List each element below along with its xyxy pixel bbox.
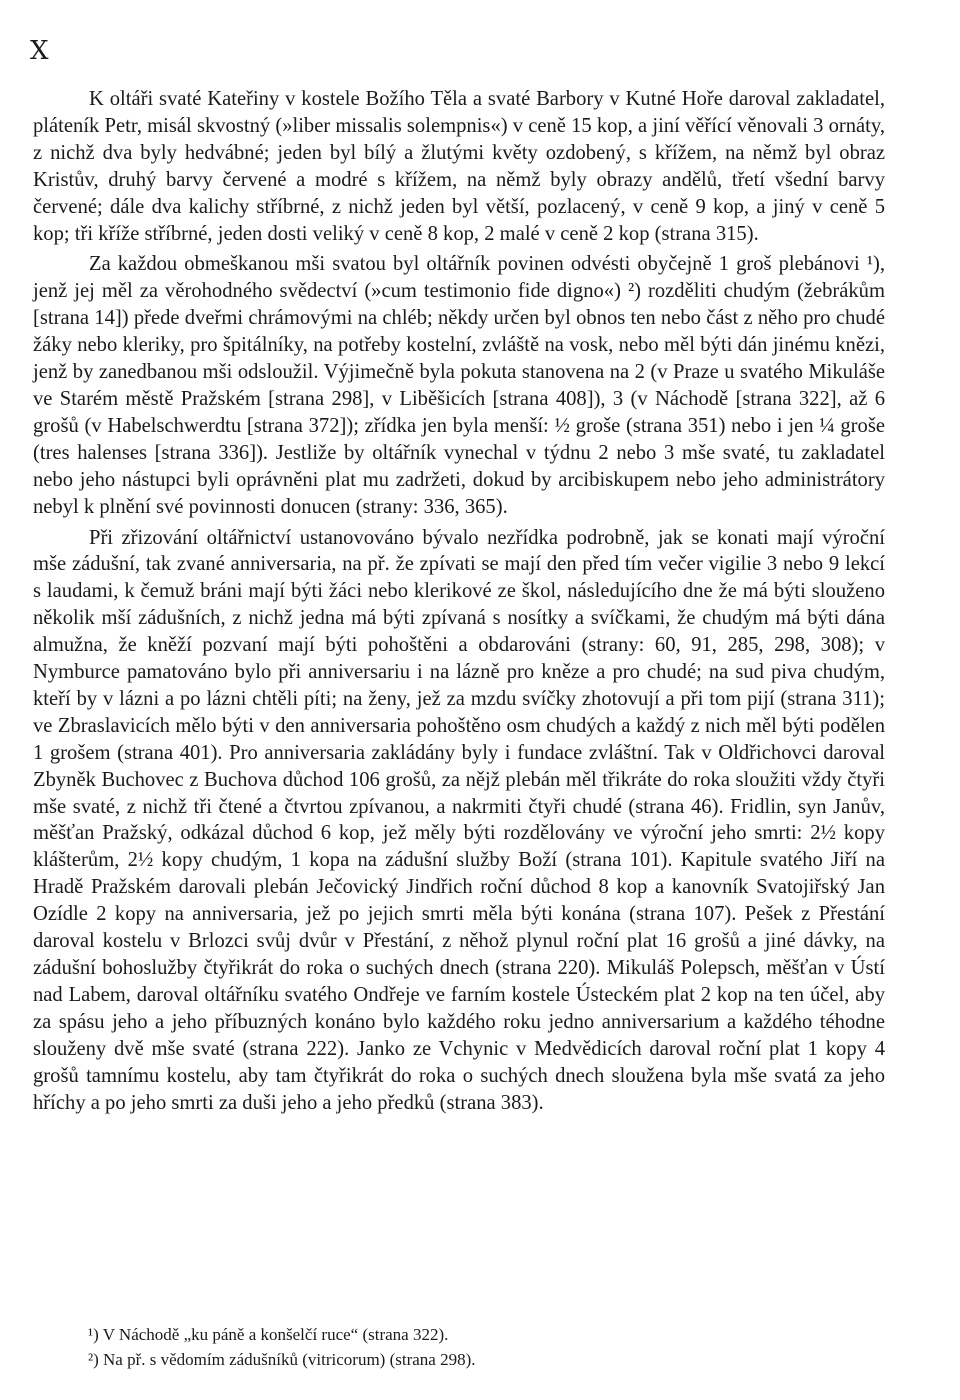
paragraph-2: Za každou obmeškanou mši svatou byl oltářník povinen odvésti obyčejně 1 groš plebánovi ¹), jenž jej měl za věrohodného svědectví (»cum testimonio fide digno«) ²) rozděliti chudým (žebrákům [strana 14]) přede dveřmi chrámovými na chléb; někdy určen byl obnos ten nebo část z něho pro chudé žáky nebo kleriky, pro špitálníky, na potřeby kostelní, zvláště na vosk, nebo měl býti dán jinému knězi, jenž by zanedbanou mši odsloužil. Výjimečně byla pokuta stanovena na 2 (v Praze u svatého Mikuláše ve Starém městě Pražském [strana 298], v Liběšicích [strana 408]), 3 (v Náchodě [strana 322], až 6 grošů (v Habelschwerdtu [strana 372]); zřídka jen byla menší: ½ groše (strana 351) nebo i jen ¼ groše (tres halenses [strana 336]). Jestliže by oltářník vynechal v týdnu 2 nebo 3 mše svaté, tu zakladatel nebo jeho nástupci byli oprávněni plat mu zadržeti, dokud by arcibiskupem nebo jeho administrátory nebyl k plnění své povinnosti donucen (strany: 336, 365).	[33, 253, 885, 518]
footnote-2: ²) Na př. s vědomím zádušníků (vitricorum) (strana 298).	[88, 1350, 476, 1369]
footnotes	[33, 1322, 885, 1372]
paragraph-3: Při zřizování oltářnictví ustanovováno bývalo nezřídka podrobně, jak se konati mají výroční mše zádušní, tak zvané anniversaria, na př. že zpívati se mají den před tím večer vigilie 3 nebo 9 lekcí s laudami, k čemuž bráni mají býti žáci nebo klerikové ze škol, následujícího dne že má býti slouženo několik mší zádušních, z nichž jedna má býti zpívaná s nosítky a svíčkami, že chudým má býti dána almužna, že kněží pozvaní mají býti pohoštěni a obdarováni (strany: 60, 91, 285, 298, 308); v Nymburce pamatováno bylo při anniversariu i na lázně pro kněze a pro chudé; na sud piva chudým, kteří by v lázni a po lázni chtěli píti; na ženy, jež za mzdu svíčky zhotovují a při tom pijí (strana 311); ve Zbraslavicích mělo býti v den anniversaria pohoštěno osm chudých a každý z nich měl býti podělen 1 grošem (strana 401). Pro anniversaria zakládány byly i fundace zvláštní. Tak v Oldřichovci daroval Zbyněk Buchovec z Buchova důchod 106 grošů, za nějž plebán měl třikráte do roka sloužiti vždy čtyři mše svaté, z nichž tři čtené a čtvrtou zpívanou, a nakrmiti čtyři chudé (strana 46). Fridlin, syn Janův, měšťan Pražský, odkázal důchod 6 kop, jež měly býti rozdělovány ve výroční jeho smrti: 2½ kopy klášterům, 2½ kopy chudým, 1 kopa na zádušní služby Boží (strana 101). Kapitule svatého Jiří na Hradě Pražském darovali plebán Ječovický Jindřich roční důchod 8 kop a kanovník Svatojiřský Jan Ozídle 2 kopy na anniversaria, jež po jejich smrti měla býti konána (strana 107). Pešek z Přestání daroval kostelu v Brlozci svůj dvůr v Přestání, z něhož plynul roční plat 16 grošů a jiné dávky, na zádušní bohoslužby čtyřikrát do roka o suchých dnech (strana 220). Mikuláš Polepsch, měšťan v Ústí nad Labem, daroval oltářníku svatého Ondřeje ve farním kostele Ústeckém plat 2 kop na ten účel, aby za spásu jeho a jeho příbuzných konáno bylo každého roku jedno anniversarium a každého téhodne slouženy dvě mše svaté (strana 222). Janko ze Vchynic v Medvědicích daroval roční plat 1 kopy 4 grošů tamnímu kostelu, aby tam čtyřikrát do roka o suchých dnech sloužena byla mše svatá za jeho hříchy a po jeho smrti za duši jeho a jeho předků (strana 383).	[33, 526, 885, 1114]
main-text	[33, 86, 885, 1116]
page-mark: X	[30, 36, 49, 66]
paragraph-1: K oltáři svaté Kateřiny v kostele Božího Těla a svaté Barbory v Kutné Hoře daroval zakladatel, pláteník Petr, misál skvostný (»liber missalis solempnis«) v ceně 15 kop, a jiní věřící věnovali 3 ornáty, z nichž dva byly hedvábné; jeden byl bílý a žlutými květy ozdobený, s křížem, na němž byl obraz Kristův, druhý barvy červené a modré s křížem, na němž byly obrazy andělů, třetí všední barvy červené; dále dva kalichy stříbrné, z nichž jeden byl větší, pozlacený, v ceně 9 kop, a jiný v ceně 5 kop; tři kříže stříbrné, jeden dosti veliký v ceně 8 kop, 2 malé v ceně 2 kop (strana 315).	[33, 88, 885, 245]
footnote-1: ¹) V Náchodě „ku páně a konšelčí ruce“ (strana 322).	[88, 1325, 449, 1344]
